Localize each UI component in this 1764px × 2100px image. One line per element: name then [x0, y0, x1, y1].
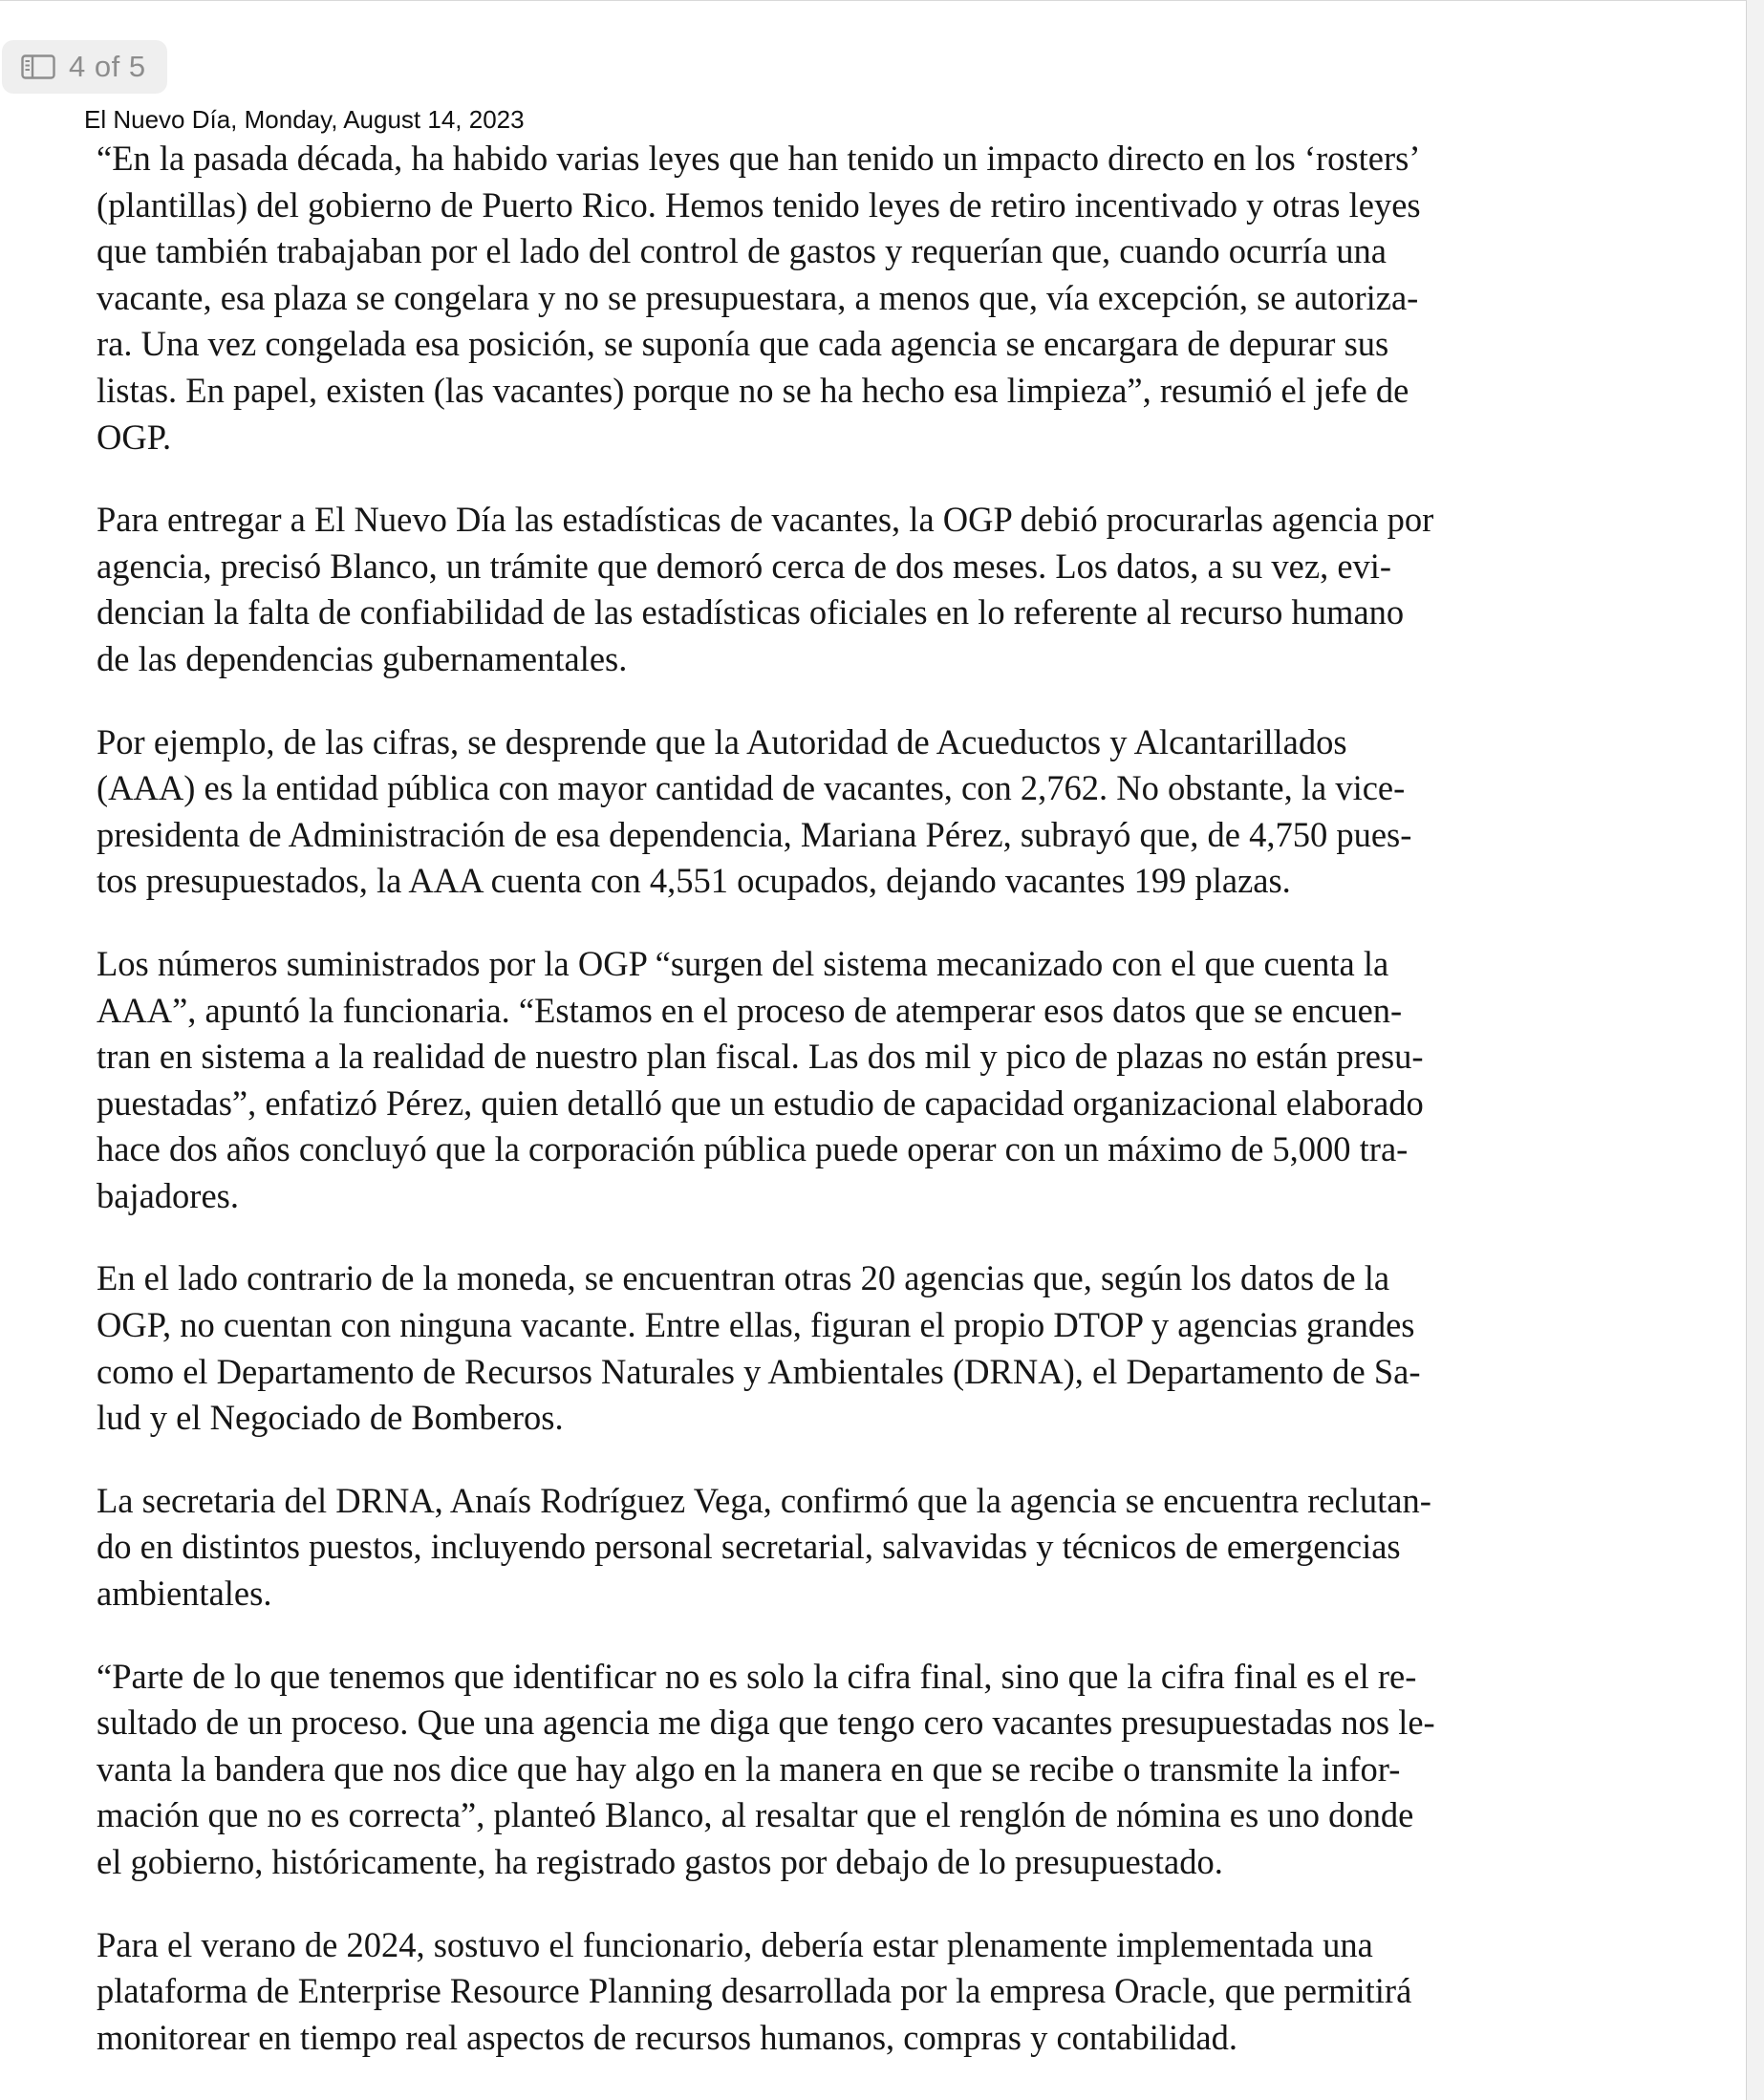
paragraph: La secretaria del DRNA, Anaís Rodríguez Vega, confirmó que la agencia se encuentra reclutan- do en distintos puestos, incluyendo personal secretarial, salvavidas y técnicos de emergencias ambientales.	[97, 1480, 1431, 1614]
paragraph: “En la pasada década, ha habido varias leyes que han tenido un impacto directo en los ‘rosters’ (plantillas) del gobierno de Puerto Rico. Hemos tenido leyes de retiro incentivado y otras leyes que también trabajaban por el lado del control de gastos y requerían que, cuando ocurría una vacante, esa plaza se congelara y no se presupuestara, a menos que, vía excepción, se autoriza- ra. Una vez congelada esa posición, se suponía que cada agencia se encargara de depurar sus listas. En papel, existen (las vacantes) porque no se ha hecho esa limpieza”, resumió el jefe de OGP.	[97, 139, 1421, 457]
page-indicator[interactable]	[2, 40, 167, 94]
paragraph: En el lado contrario de la moneda, se encuentran otras 20 agencias que, según los datos de la OGP, no cuentan con ninguna vacante. Entre ellas, figuran el propio DTOP y agencias grandes como el Departamento de Recursos Naturales y Ambientales (DRNA), el Departamento de Sa- lud y el Negociado de Bomberos.	[97, 1258, 1421, 1438]
paragraph: Por ejemplo, de las cifras, se desprende que la Autoridad de Acueductos y Alcantarillados (AAA) es la entidad pública con mayor cantidad de vacantes, con 2,762. No obstante, la vice- presidenta de Administración de esa dependencia, Mariana Pérez, subrayó que, de 4,750 pues- tos presupuestados, la AAA cuenta con 4,551 ocupados, dejando vacantes 199 plazas.	[97, 721, 1412, 901]
scroll-rail[interactable]	[1747, 0, 1764, 2100]
page-count-label: 4 of 5	[69, 50, 146, 83]
document-header: El Nuevo Día, Monday, August 14, 2023	[84, 105, 525, 134]
article-body	[97, 136, 1587, 2097]
paragraph: Para entregar a El Nuevo Día las estadísticas de vacantes, la OGP debió procurarlas agencia por agencia, precisó Blanco, un trámite que demoró cerca de dos meses. Los datos, a su vez, evi- dencian la falta de confiabilidad de las estadísticas oficiales en lo referente al recurso humano de las dependencias gubernamentales.	[97, 500, 1434, 678]
paragraph: “Parte de lo que tenemos que identificar no es solo la cifra final, sino que la cifra final es el re- sultado de un proceso. Que una agencia me diga que tengo cero vacantes presupuestadas nos le- vanta la bandera que nos dice que hay algo en la manera en que se recibe o transmite la infor- mación que no es correcta”, planteó Blanco, al resaltar que el renglón de nómina es uno donde el gobierno, históricamente, ha registrado gastos por debajo de lo presupuestado.	[97, 1656, 1435, 1881]
paragraph: Los números suministrados por la OGP “surgen del sistema mecanizado con el que cuenta la AAA”, apuntó la funcionaria. “Estamos en el proceso de atemperar esos datos que se encuen- tran en sistema a la realidad de nuestro plan fiscal. Las dos mil y pico de plazas no están presu- puestadas”, enfatizó Pérez, quien detalló que un estudio de capacidad organizacional elaborado hace dos años concluyó que la corporación pública puede operar con un máximo de 5,000 tra- bajadores.	[97, 943, 1424, 1215]
sidebar-icon[interactable]	[21, 54, 55, 79]
paragraph: Para el verano de 2024, sostuvo el funcionario, debería estar plenamente implementada una plataforma de Enterprise Resource Planning desarrollada por la empresa Oracle, que permitirá monitorear en tiempo real aspectos de recursos humanos, compras y contabilidad.	[97, 1924, 1412, 2057]
